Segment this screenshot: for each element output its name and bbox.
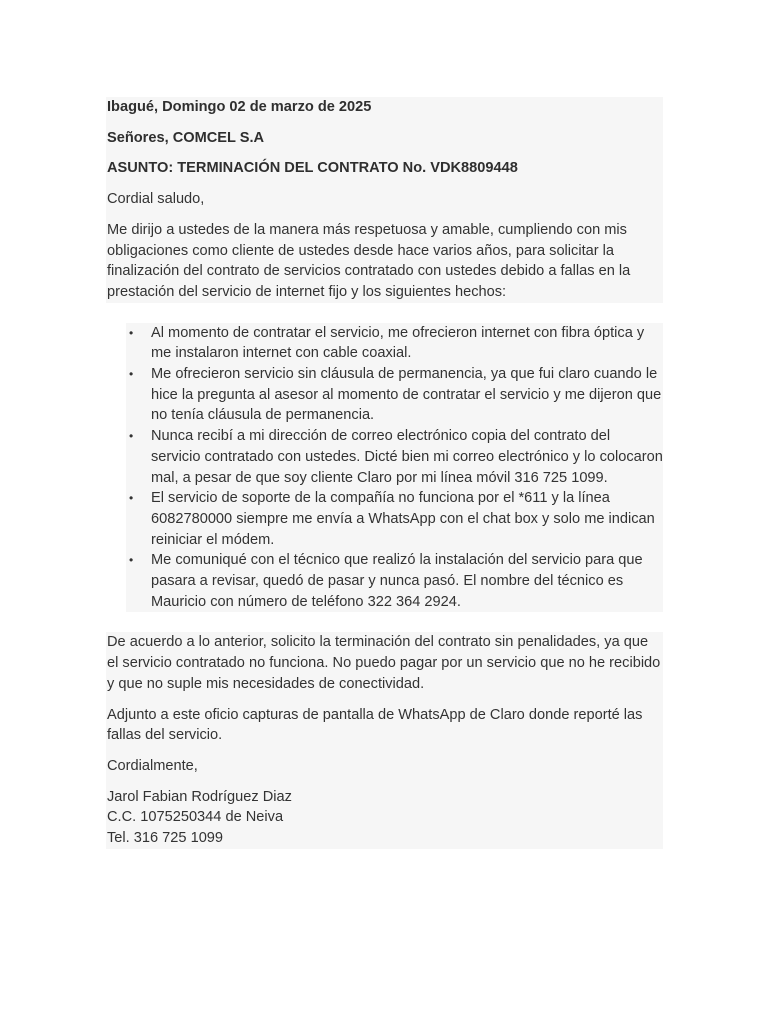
fact-text: Nunca recibí a mi dirección de correo electrónico copia del contrato del servicio contratado con ustedes. Dicté bien mi correo electrónico y lo colocaron mal, a pesar de que soy cliente Claro por mi línea móvil 316 725 1099.	[151, 428, 663, 486]
bullet-icon: •	[129, 491, 134, 506]
signature-phone: Tel. 316 725 1099	[107, 830, 224, 847]
facts-list	[126, 323, 663, 613]
date-line: Ibagué, Domingo 02 de marzo de 2025	[107, 99, 372, 115]
recipient-line: Señores, COMCEL S.A	[107, 129, 265, 146]
list-item	[126, 488, 663, 550]
bullet-icon: •	[129, 325, 134, 340]
request-paragraph: De acuerdo a lo anterior, solicito la terminación del contrato sin penalidades, ya que el servicio contratado no funciona. No puedo pagar por un servicio que no he recibido y que no suple mis necesidades de conectividad.	[107, 634, 661, 692]
intro-paragraph: Me dirijo a ustedes de la manera más respetuosa y amable, cumpliendo con mis obligaciones como cliente de ustedes desde hace varios años, para solicitar la finalización del contrato de servicios contratado con ustedes debido a fallas en la prestación del servicio de internet fijo y los siguientes hechos:	[107, 221, 631, 300]
signature-block	[107, 787, 663, 849]
list-item	[126, 550, 663, 612]
fact-text: Me comuniqué con el técnico que realizó la instalación del servicio para que pasara a revisar, quedó de pasar y nunca pasó. El nombre del técnico es Mauricio con número de teléfono 322 364 2924.	[151, 552, 643, 610]
facts-block	[126, 323, 663, 613]
fact-text: Me ofrecieron servicio sin cláusula de permanencia, ya que fui claro cuando le hice la pregunta al asesor al momento de contratar el servicio y me dijeron que no tenía cláusula de permanencia.	[151, 366, 662, 424]
greeting: Cordial saludo,	[107, 191, 205, 208]
closing-line: Cordialmente,	[107, 757, 198, 774]
signature-id: C.C. 1075250344 de Neiva	[107, 809, 284, 826]
list-item	[126, 364, 663, 426]
attachment-paragraph: Adjunto a este oficio capturas de pantalla de WhatsApp de Claro donde reporté las fallas del servicio.	[107, 706, 643, 744]
fact-text: El servicio de soporte de la compañía no funciona por el *611 y la línea 6082780000 siempre me envía a WhatsApp con el chat box y solo me indican reiniciar el módem.	[151, 490, 655, 548]
signature-name: Jarol Fabian Rodríguez Diaz	[107, 788, 292, 805]
list-item	[126, 323, 663, 364]
closing-block	[106, 632, 663, 848]
bullet-icon: •	[129, 553, 134, 568]
list-item	[126, 426, 663, 488]
bullet-icon: •	[129, 429, 134, 444]
letter	[106, 97, 663, 849]
fact-text: Al momento de contratar el servicio, me ofrecieron internet con fibra óptica y me instalaron internet con cable coaxial.	[151, 324, 645, 362]
subject-line: ASUNTO: TERMINACIÓN DEL CONTRATO No. VDK8809448	[107, 160, 518, 177]
letter-header-block	[106, 97, 663, 303]
bullet-icon: •	[129, 367, 134, 382]
